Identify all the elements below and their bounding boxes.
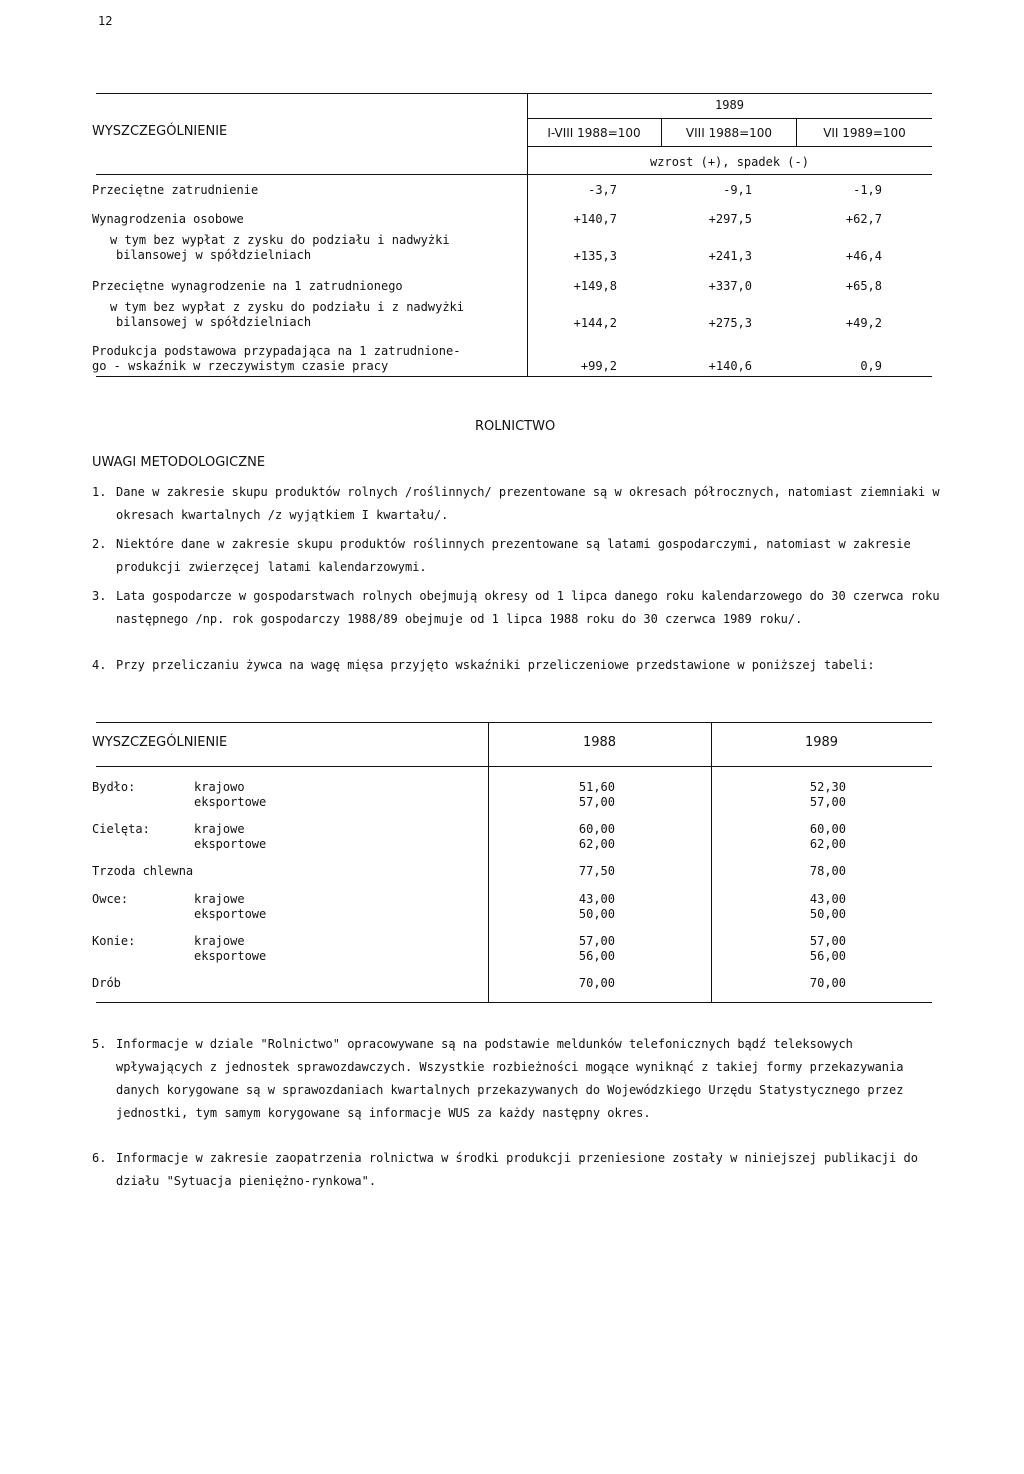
table-header-rule [96, 766, 932, 767]
note-paragraph [92, 654, 942, 677]
row-label: w tym bez wypłat z zysku do podziału i nadwyżki [110, 233, 450, 247]
col-header-3: VII 1989=100 [823, 126, 906, 140]
value-1988: 70,00 [578, 976, 615, 990]
row-label: go - wskaźnik w rzeczywistym czasie pracy [92, 359, 389, 373]
value-1988: 51,60 [578, 780, 615, 794]
table-rule-bottom [96, 376, 932, 377]
note-number: 6. [92, 1151, 107, 1165]
row-value: +65,8 [845, 279, 882, 293]
row-value: -3,7 [588, 183, 617, 197]
row-label: bilansowej w spółdzielniach [116, 315, 312, 329]
table-rule-top [96, 722, 932, 723]
row-value: +49,2 [845, 316, 882, 330]
row-label: Przeciętne wynagrodzenie na 1 zatrudnionego [92, 279, 403, 293]
table-column-divider [488, 722, 489, 1002]
row-value: +297,5 [708, 212, 752, 226]
row-value: +46,4 [845, 249, 882, 263]
row-value: +62,7 [845, 212, 882, 226]
row-value: +275,3 [708, 316, 752, 330]
group-label: Cielęta: [92, 822, 150, 836]
value-1989: 57,00 [809, 795, 846, 809]
row-value: 0,9 [860, 359, 882, 373]
page-number: 12 [98, 14, 113, 28]
col-header-1989: 1989 [804, 735, 839, 750]
note-text: Niektóre dane w zakresie skupu produktów roślinnych prezentowane są latami gospodarczymi, natomiast w zakresie produkcji zwierzęcej latami kalendarzowymi. [116, 537, 911, 574]
col-header-1: I-VIII 1988=100 [547, 126, 641, 140]
value-1988: 50,00 [578, 907, 615, 921]
table-rule-bottom [96, 1002, 932, 1003]
table-column-divider [711, 722, 712, 1002]
note-paragraph [92, 1147, 942, 1193]
note-number: 5. [92, 1037, 107, 1051]
value-1989: 43,00 [809, 892, 846, 906]
item-label: krajowe [194, 934, 245, 948]
value-1988: 57,00 [578, 934, 615, 948]
col-header-1988: 1988 [582, 735, 617, 750]
year-header: 1989 [715, 98, 744, 112]
value-1989: 70,00 [809, 976, 846, 990]
group-label: Konie: [92, 934, 136, 948]
note-number: 4. [92, 658, 107, 672]
note-text: Przy przeliczaniu żywca na wagę mięsa przyjęto wskaźniki przeliczeniowe przedstawione w poniższej tabeli: [116, 658, 875, 672]
value-1988: 77,50 [578, 864, 615, 878]
row-value: +337,0 [708, 279, 752, 293]
row-label: Produkcja podstawowa przypadająca na 1 zatrudnione- [92, 344, 461, 358]
value-1988: 56,00 [578, 949, 615, 963]
value-1989: 62,00 [809, 837, 846, 851]
item-label: eksportowe [194, 949, 267, 963]
note-paragraph [92, 481, 942, 527]
group-label: Trzoda chlewna [92, 864, 194, 878]
note-text: Lata gospodarcze w gospodarstwach rolnych obejmują okresy od 1 lipca danego roku kalendarzowego do 30 czerwca roku następnego /np. rok gospodarczy 1988/89 obejmuje od 1 lipca 1988 roku do 30 czerwca 1989 roku/. [116, 589, 940, 626]
note-paragraph [92, 533, 942, 579]
group-label: Drób [92, 976, 121, 990]
value-1988: 60,00 [578, 822, 615, 836]
value-1989: 52,30 [809, 780, 846, 794]
value-1988: 62,00 [578, 837, 615, 851]
note-paragraph [92, 585, 942, 631]
note-text: Informacje w dziale "Rolnictwo" opracowywane są na podstawie meldunków telefonicznych bądź teleksowych wpływających z jednostek sprawozdawczych. Wszystkie rozbieżności mogące wyniknąć z takiej formy przekazywania danych korygowane są w sprawozdaniach kwartalnych przekazywanych do Wojewódzkiego Urzędu Statystycznego przez jednostki, tym samym korygowane są informacje WUS za każdy następny okres. [116, 1037, 904, 1120]
row-label: Przeciętne zatrudnienie [92, 183, 259, 197]
row-value: -9,1 [723, 183, 752, 197]
subheader-change: wzrost (+), spadek (-) [650, 155, 809, 169]
col-header-rule [527, 146, 932, 147]
section-title: ROLNICTWO [475, 419, 556, 434]
row-value: +140,6 [708, 359, 752, 373]
group-label: Owce: [92, 892, 129, 906]
value-1989: 57,00 [809, 934, 846, 948]
note-text: Informacje w zakresie zaopatrzenia rolnictwa w środki produkcji przeniesione zostały w niniejszej publikacji do działu "Sytuacja pieniężno-rynkowa". [116, 1151, 918, 1188]
value-1988: 43,00 [578, 892, 615, 906]
note-number: 1. [92, 485, 107, 499]
item-label: krajowe [194, 892, 245, 906]
item-label: eksportowe [194, 795, 267, 809]
value-1989: 56,00 [809, 949, 846, 963]
table-header-rule [96, 174, 932, 175]
notes-heading: UWAGI METODOLOGICZNE [92, 455, 266, 470]
row-label: w tym bez wypłat z zysku do podziału i z nadwyżki [110, 300, 465, 314]
row-label: bilansowej w spółdzielniach [116, 248, 312, 262]
row-value: +135,3 [573, 249, 617, 263]
row-value: -1,9 [853, 183, 882, 197]
value-1989: 78,00 [809, 864, 846, 878]
value-1989: 60,00 [809, 822, 846, 836]
item-label: krajowo [194, 780, 245, 794]
note-text: Dane w zakresie skupu produktów rolnych /roślinnych/ prezentowane są w okresach półrocznych, natomiast ziemniaki w okresach kwartalnych /z wyjątkiem I kwartału/. [116, 485, 940, 522]
row-value: +140,7 [573, 212, 617, 226]
value-1989: 50,00 [809, 907, 846, 921]
col-header-2: VIII 1988=100 [685, 126, 773, 140]
row-value: +241,3 [708, 249, 752, 263]
table-header-stub: WYSZCZEGÓLNIENIE [92, 124, 228, 139]
year-header-rule [527, 118, 932, 119]
note-paragraph [92, 1033, 942, 1125]
item-label: eksportowe [194, 907, 267, 921]
note-number: 2. [92, 537, 107, 551]
table-rule-top [96, 93, 932, 94]
note-number: 3. [92, 589, 107, 603]
row-value: +149,8 [573, 279, 617, 293]
group-label: Bydło: [92, 780, 136, 794]
row-value: +144,2 [573, 316, 617, 330]
item-label: krajowe [194, 822, 245, 836]
row-value: +99,2 [580, 359, 617, 373]
row-label: Wynagrodzenia osobowe [92, 212, 244, 226]
table-header-stub: WYSZCZEGÓLNIENIE [92, 735, 228, 750]
value-1988: 57,00 [578, 795, 615, 809]
item-label: eksportowe [194, 837, 267, 851]
